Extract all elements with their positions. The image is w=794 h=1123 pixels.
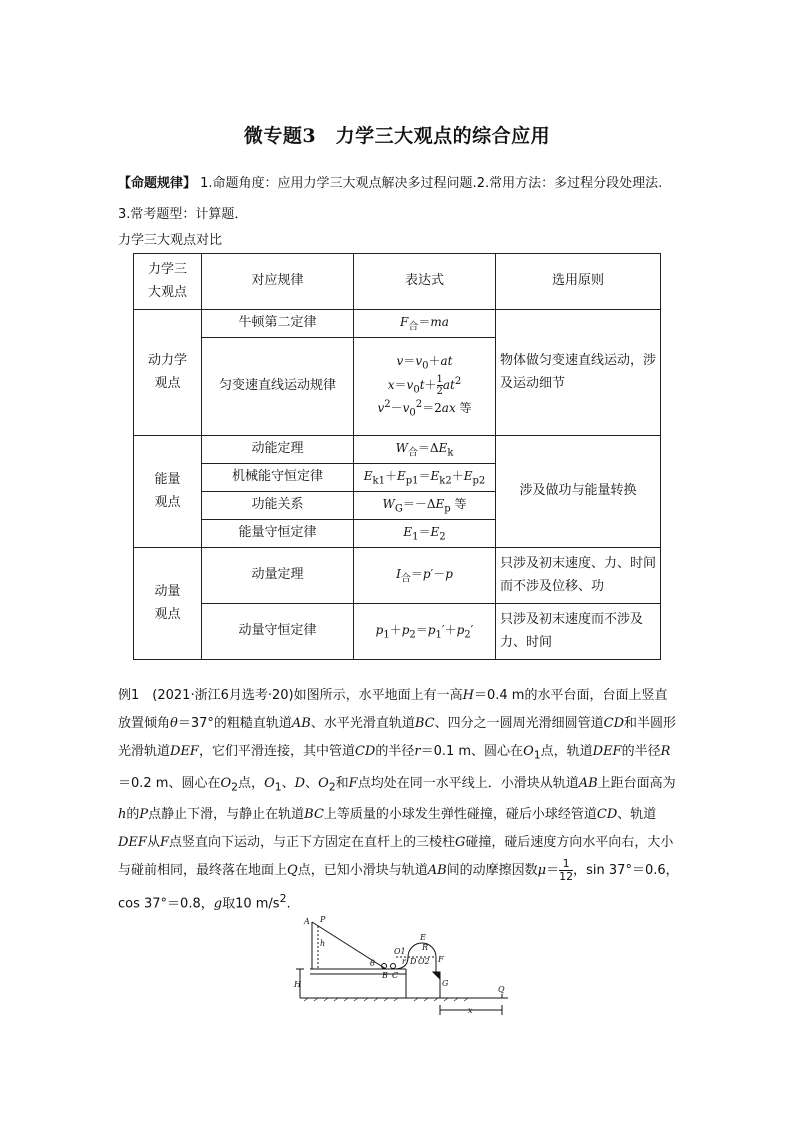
- label-C: C: [392, 971, 399, 980]
- law-cell: 牛顿第二定律: [202, 310, 354, 338]
- formula-cell: $p_1+p_2=p_1'+p_2'$: [354, 604, 496, 660]
- header-formula: 表达式: [354, 254, 496, 310]
- label-O1: O1: [394, 947, 406, 956]
- formula-cell: $W_G=-\Delta E_p$ 等: [354, 492, 496, 520]
- law-cell: 能量守恒定律: [202, 520, 354, 548]
- header-viewpoint: 力学三 大观点: [134, 254, 202, 310]
- principle-cell: 只涉及初末速度、力、时间而不涉及位移、功: [496, 548, 661, 604]
- rules-tag: 【命题规律】: [118, 176, 197, 191]
- label-G: G: [442, 979, 449, 988]
- label-A: A: [304, 917, 310, 926]
- label-r: r: [402, 957, 406, 966]
- viewpoint-momentum: 动量 观点: [134, 548, 202, 660]
- label-x: x: [468, 1006, 473, 1015]
- table-row: [134, 310, 661, 338]
- viewpoint-energy: 能量 观点: [134, 436, 202, 548]
- table-row: [134, 604, 661, 660]
- formula-cell: $v=v_0+at$ $x=v_0t+$ $\frac{1}{2}$ $at^2$ $v^2-v_0^2=2ax$ 等: [354, 338, 496, 436]
- formula-cell: $W_合=\Delta E_k$: [354, 436, 496, 464]
- label-h: h: [320, 939, 326, 948]
- principle-energy: 涉及做功与能量转换: [496, 436, 661, 548]
- rules-line-1: [118, 172, 662, 191]
- formula-cell: $I_合=p'-p$: [354, 548, 496, 604]
- label-F: F: [438, 955, 444, 964]
- law-cell: 机械能守恒定律: [202, 464, 354, 492]
- example-problem: [118, 682, 680, 919]
- label-Q: Q: [498, 985, 505, 994]
- label-D: D: [410, 957, 417, 966]
- label-R: R: [422, 943, 429, 952]
- law-cell: 动量守恒定律: [202, 604, 354, 660]
- label-P: P: [320, 915, 326, 924]
- rules-text-1: 1.命题角度：应用力学三大观点解决多过程问题.2.常用方法：多过程分段处理法.: [200, 176, 663, 191]
- law-cell: 动能定理: [202, 436, 354, 464]
- rules-line-2: 3.常考题型：计算题．: [118, 207, 248, 222]
- label-O2: O2: [418, 957, 430, 966]
- comparison-table: [133, 253, 661, 660]
- formula-cell: $F_合=ma$: [354, 310, 496, 338]
- header-law: 对应规律: [202, 254, 354, 310]
- viewpoint-dynamics: 动力学 观点: [134, 310, 202, 436]
- example-label: 例1: [118, 688, 140, 703]
- table-row: [134, 548, 661, 604]
- law-cell: 动量定理: [202, 548, 354, 604]
- table-header-row: [134, 254, 661, 310]
- label-theta: θ: [370, 959, 375, 968]
- label-H: H: [294, 980, 301, 989]
- formula-cell: $E_1=E_2$: [354, 520, 496, 548]
- label-B: B: [382, 971, 388, 980]
- formula-cell: $E_{k1}+E_{p1}=E_{k2}+E_{p2}$: [354, 464, 496, 492]
- page-title: 微专题3 力学三大观点的综合应用: [243, 125, 551, 147]
- example-text: 例1 (2021·浙江6月选考·20)如图所示，水平地面上有一高H＝0.4 m的水平台面，台面上竖直放置倾角θ＝37°的粗糙直轨道AB、水平光滑直轨道BC、四分之一圆周光滑细圆管道CD和半圆形光滑轨道DEF，它们平滑连接，其中管道CD的半径r＝0.1 m、圆心在$O_1$点，轨道DEF的半径R＝0.2 m、圆心在$O_2$点，$O_1$、D、$O_2$和F点均处在同一水平线上．小滑块从轨道AB上距台面高为h的P点静止下滑，与静止在轨道BC上等质量的小球发生弹性碰撞，碰后小球经管道CD、轨道DEF从F点竖直向下运动，与正下方固定在直杆上的三棱柱G碰撞，碰后速度方向水平向右，大小与碰前相同，最终落在地面上Q点，已知小滑块与轨道AB间的动摩擦因数μ＝ $\frac{1}{12}$ ，sin 37°＝0.6，cos 37°＝0.8，g取10 $m/s^2$.: [118, 688, 679, 912]
- law-cell: 匀变速直线运动规律: [202, 338, 354, 436]
- label-E: E: [420, 933, 426, 942]
- law-cell: 功能关系: [202, 492, 354, 520]
- principle-dynamics: 物体做匀变速直线运动，涉及运动细节: [496, 310, 661, 436]
- track-diagram: [290, 912, 520, 1022]
- table-caption: 力学三大观点对比: [118, 233, 223, 248]
- principle-cell: 只涉及初末速度而不涉及力、时间: [496, 604, 661, 660]
- table-row: [134, 436, 661, 464]
- header-principle: 选用原则: [496, 254, 661, 310]
- example-source: (2021·浙江6月选考·20): [152, 688, 294, 703]
